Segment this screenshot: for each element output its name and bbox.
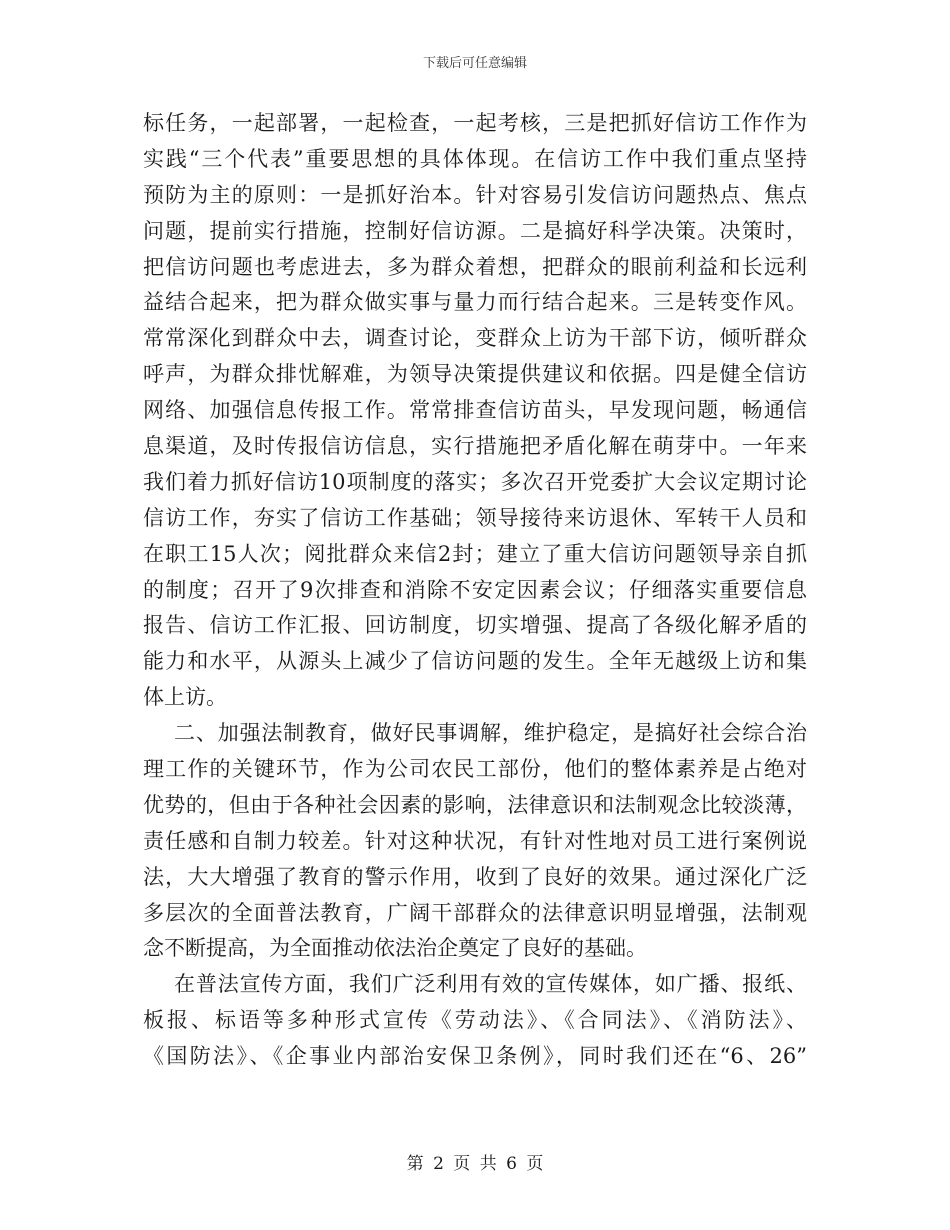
document-body (143, 106, 807, 1075)
text-line: 呼声，为群众排忧解难，为领导决策提供建议和依据。四是健全信访 (143, 362, 807, 387)
text-line: 法，大大增强了教育的警示作用，收到了良好的效果。通过深化广泛 (143, 864, 807, 889)
text-line: 能力和水平，从源头上减少了信访问题的发生。全年无越级上访和集 (143, 649, 807, 674)
text-line: 《国防法》、《企事业内部治安保卫条例》，同时我们还在“6、26” (143, 1044, 807, 1069)
text-line: 实践“三个代表”重要思想的具体体现。在信访工作中我们重点坚持 (143, 146, 807, 171)
page-header: 下载后可任意编辑 (422, 56, 527, 71)
page-footer: 第 2 页 共 6 页 (406, 1154, 544, 1174)
text-line: 在普法宣传方面，我们广泛利用有效的宣传媒体，如广播、报纸、 (174, 972, 807, 997)
text-line: 信访工作，夯实了信访工作基础；领导接待来访退休、军转干人员和 (143, 505, 807, 530)
text-line: 理工作的关键环节，作为公司农民工部份，他们的整体素养是占绝对 (143, 757, 807, 782)
text-line: 在职工15人次；阅批群众来信2封；建立了重大信访问题领导亲自抓 (143, 541, 807, 566)
text-line: 念不断提高，为全面推动依法治企奠定了良好的基础。 (143, 936, 647, 961)
text-line: 问题，提前实行措施，控制好信访源。二是搞好科学决策。决策时， (143, 218, 807, 243)
text-line: 二、加强法制教育，做好民事调解，维护稳定，是搞好社会综合治 (174, 721, 807, 746)
text-line: 网络、加强信息传报工作。常常排查信访苗头，早发现问题，畅通信 (143, 398, 807, 423)
text-line: 益结合起来，把为群众做实事与量力而行结合起来。三是转变作风。 (143, 290, 807, 315)
text-line: 体上访。 (143, 685, 227, 710)
text-line: 优势的，但由于各种社会因素的影响，法律意识和法制观念比较淡薄， (143, 792, 807, 817)
text-line: 责任感和自制力较差。针对这种状况，有针对性地对员工进行案例说 (143, 828, 807, 853)
text-line: 标任务，一起部署，一起检查，一起考核，三是把抓好信访工作作为 (143, 111, 807, 135)
text-line: 的制度；召开了9次排查和消除不安定因素会议；仔细落实重要信息 (143, 577, 807, 602)
text-line: 常常深化到群众中去，调查讨论，变群众上访为干部下访，倾听群众 (143, 326, 807, 351)
text-line: 报告、信访工作汇报、回访制度，切实增强、提高了各级化解矛盾的 (143, 613, 807, 638)
text-line: 预防为主的原则：一是抓好治本。针对容易引发信访问题热点、焦点 (143, 182, 807, 207)
text-line: 我们着力抓好信访10项制度的落实；多次召开党委扩大会议定期讨论 (143, 469, 807, 494)
text-line: 息渠道，及时传报信访信息，实行措施把矛盾化解在萌芽中。一年来 (143, 434, 807, 459)
text-line: 板报、标语等多种形式宣传《劳动法》、《合同法》、《消防法》、 (143, 1008, 807, 1033)
text-line: 把信访问题也考虑进去，多为群众着想，把群众的眼前利益和长远利 (143, 254, 807, 279)
text-line: 多层次的全面普法教育，广阔干部群众的法律意识明显增强，法制观 (143, 900, 807, 925)
